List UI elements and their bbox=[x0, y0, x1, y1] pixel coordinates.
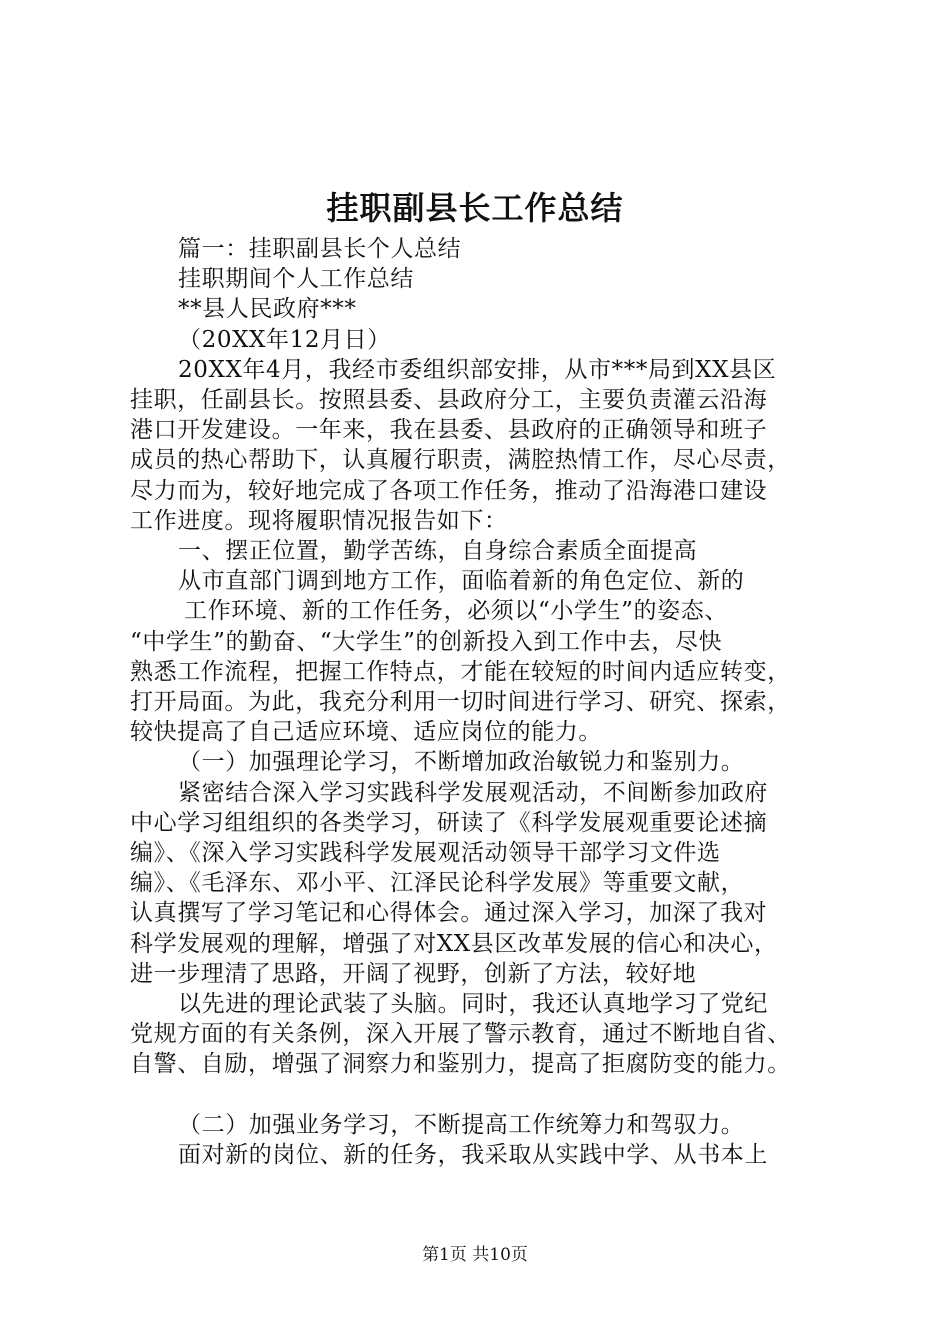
subsection-heading: （二）加强业务学习，不断提高工作统筹力和驾驭力。 bbox=[178, 1111, 745, 1138]
paragraph-line: 科学发展观的理解，增强了对XX县区改革发展的信心和决心， bbox=[130, 930, 778, 957]
paragraph-line: 工作进度。现将履职情况报告如下： bbox=[130, 507, 508, 534]
paragraph-line: “中学生”的勤奋、“大学生”的创新投入到工作中去，尽快 bbox=[130, 628, 723, 655]
paragraph-line: 进一步理清了思路，开阔了视野，创新了方法，较好地 bbox=[130, 960, 697, 987]
paragraph-line: 从市直部门调到地方工作，面临着新的角色定位、新的 bbox=[178, 568, 745, 595]
page-footer: 第1页 共10页 bbox=[422, 1245, 528, 1265]
section-heading: 篇一：挂职副县长个人总结 bbox=[178, 236, 462, 262]
paragraph-line: 挂职，任副县长。按照县委、县政府分工，主要负责灌云沿海 bbox=[130, 387, 768, 414]
paragraph-gap bbox=[130, 1080, 830, 1110]
paragraph-line: 尽力而为，较好地完成了各项工作任务，推动了沿海港口建设 bbox=[130, 477, 768, 504]
section-heading: 一、摆正位置，勤学苦练，自身综合素质全面提高 bbox=[178, 538, 698, 565]
paragraph-line: 紧密结合深入学习实践科学发展观活动，不间断参加政府 bbox=[178, 779, 768, 806]
document-title: 挂职副县长工作总结 bbox=[326, 189, 624, 227]
paragraph-line: 工作环境、新的工作任务，必须以“小学生”的姿态、 bbox=[184, 598, 728, 625]
paragraph-line: 以先进的理论武装了头脑。同时，我还认真地学习了党纪 bbox=[178, 991, 768, 1018]
paragraph-line: 成员的热心帮助下，认真履行职责，满腔热情工作，尽心尽责， bbox=[130, 447, 791, 474]
paragraph-line: 熟悉工作流程，把握工作特点，才能在较短的时间内适应转变， bbox=[130, 658, 791, 685]
document-body bbox=[130, 234, 830, 1170]
paragraph-line: 编》、《深入学习实践科学发展观活动领导干部学习文件选 bbox=[130, 840, 721, 867]
paragraph-line: 中心学习组组织的各类学习，研读了《科学发展观重要论述摘 bbox=[130, 809, 768, 836]
paragraph-line: 党规方面的有关条例，深入开展了警示教育，通过不断地自省、 bbox=[130, 1021, 791, 1048]
paragraph-line: 较快提高了自己适应环境、适应岗位的能力。 bbox=[130, 719, 602, 746]
paragraph-line: 认真撰写了学习笔记和心得体会。通过深入学习，加深了我对 bbox=[130, 900, 768, 927]
paragraph-line: 打开局面。为此，我充分利用一切时间进行学习、研究、探索， bbox=[130, 689, 791, 716]
paragraph-line: 自警、自励，增强了洞察力和鉴别力，提高了拒腐防变的能力。 bbox=[130, 1051, 791, 1078]
paragraph-line: 港口开发建设。一年来，我在县委、县政府的正确领导和班子 bbox=[130, 417, 768, 444]
paragraph-line: 20XX年4月，我经市委组织部安排，从市***局到XX县区 bbox=[178, 356, 777, 383]
subsection-heading: （一）加强理论学习，不断增加政治敏锐力和鉴别力。 bbox=[178, 749, 745, 776]
paragraph-line: 面对新的岗位、新的任务，我采取从实践中学、从书本上 bbox=[178, 1141, 768, 1168]
subtitle: 挂职期间个人工作总结 bbox=[178, 266, 414, 293]
author-line: **县人民政府*** bbox=[178, 296, 357, 323]
paragraph-line: 编》、《毛泽东、邓小平、江泽民论科学发展》等重要文献， bbox=[130, 870, 745, 897]
date-line: （20XX年12月日） bbox=[178, 326, 391, 353]
